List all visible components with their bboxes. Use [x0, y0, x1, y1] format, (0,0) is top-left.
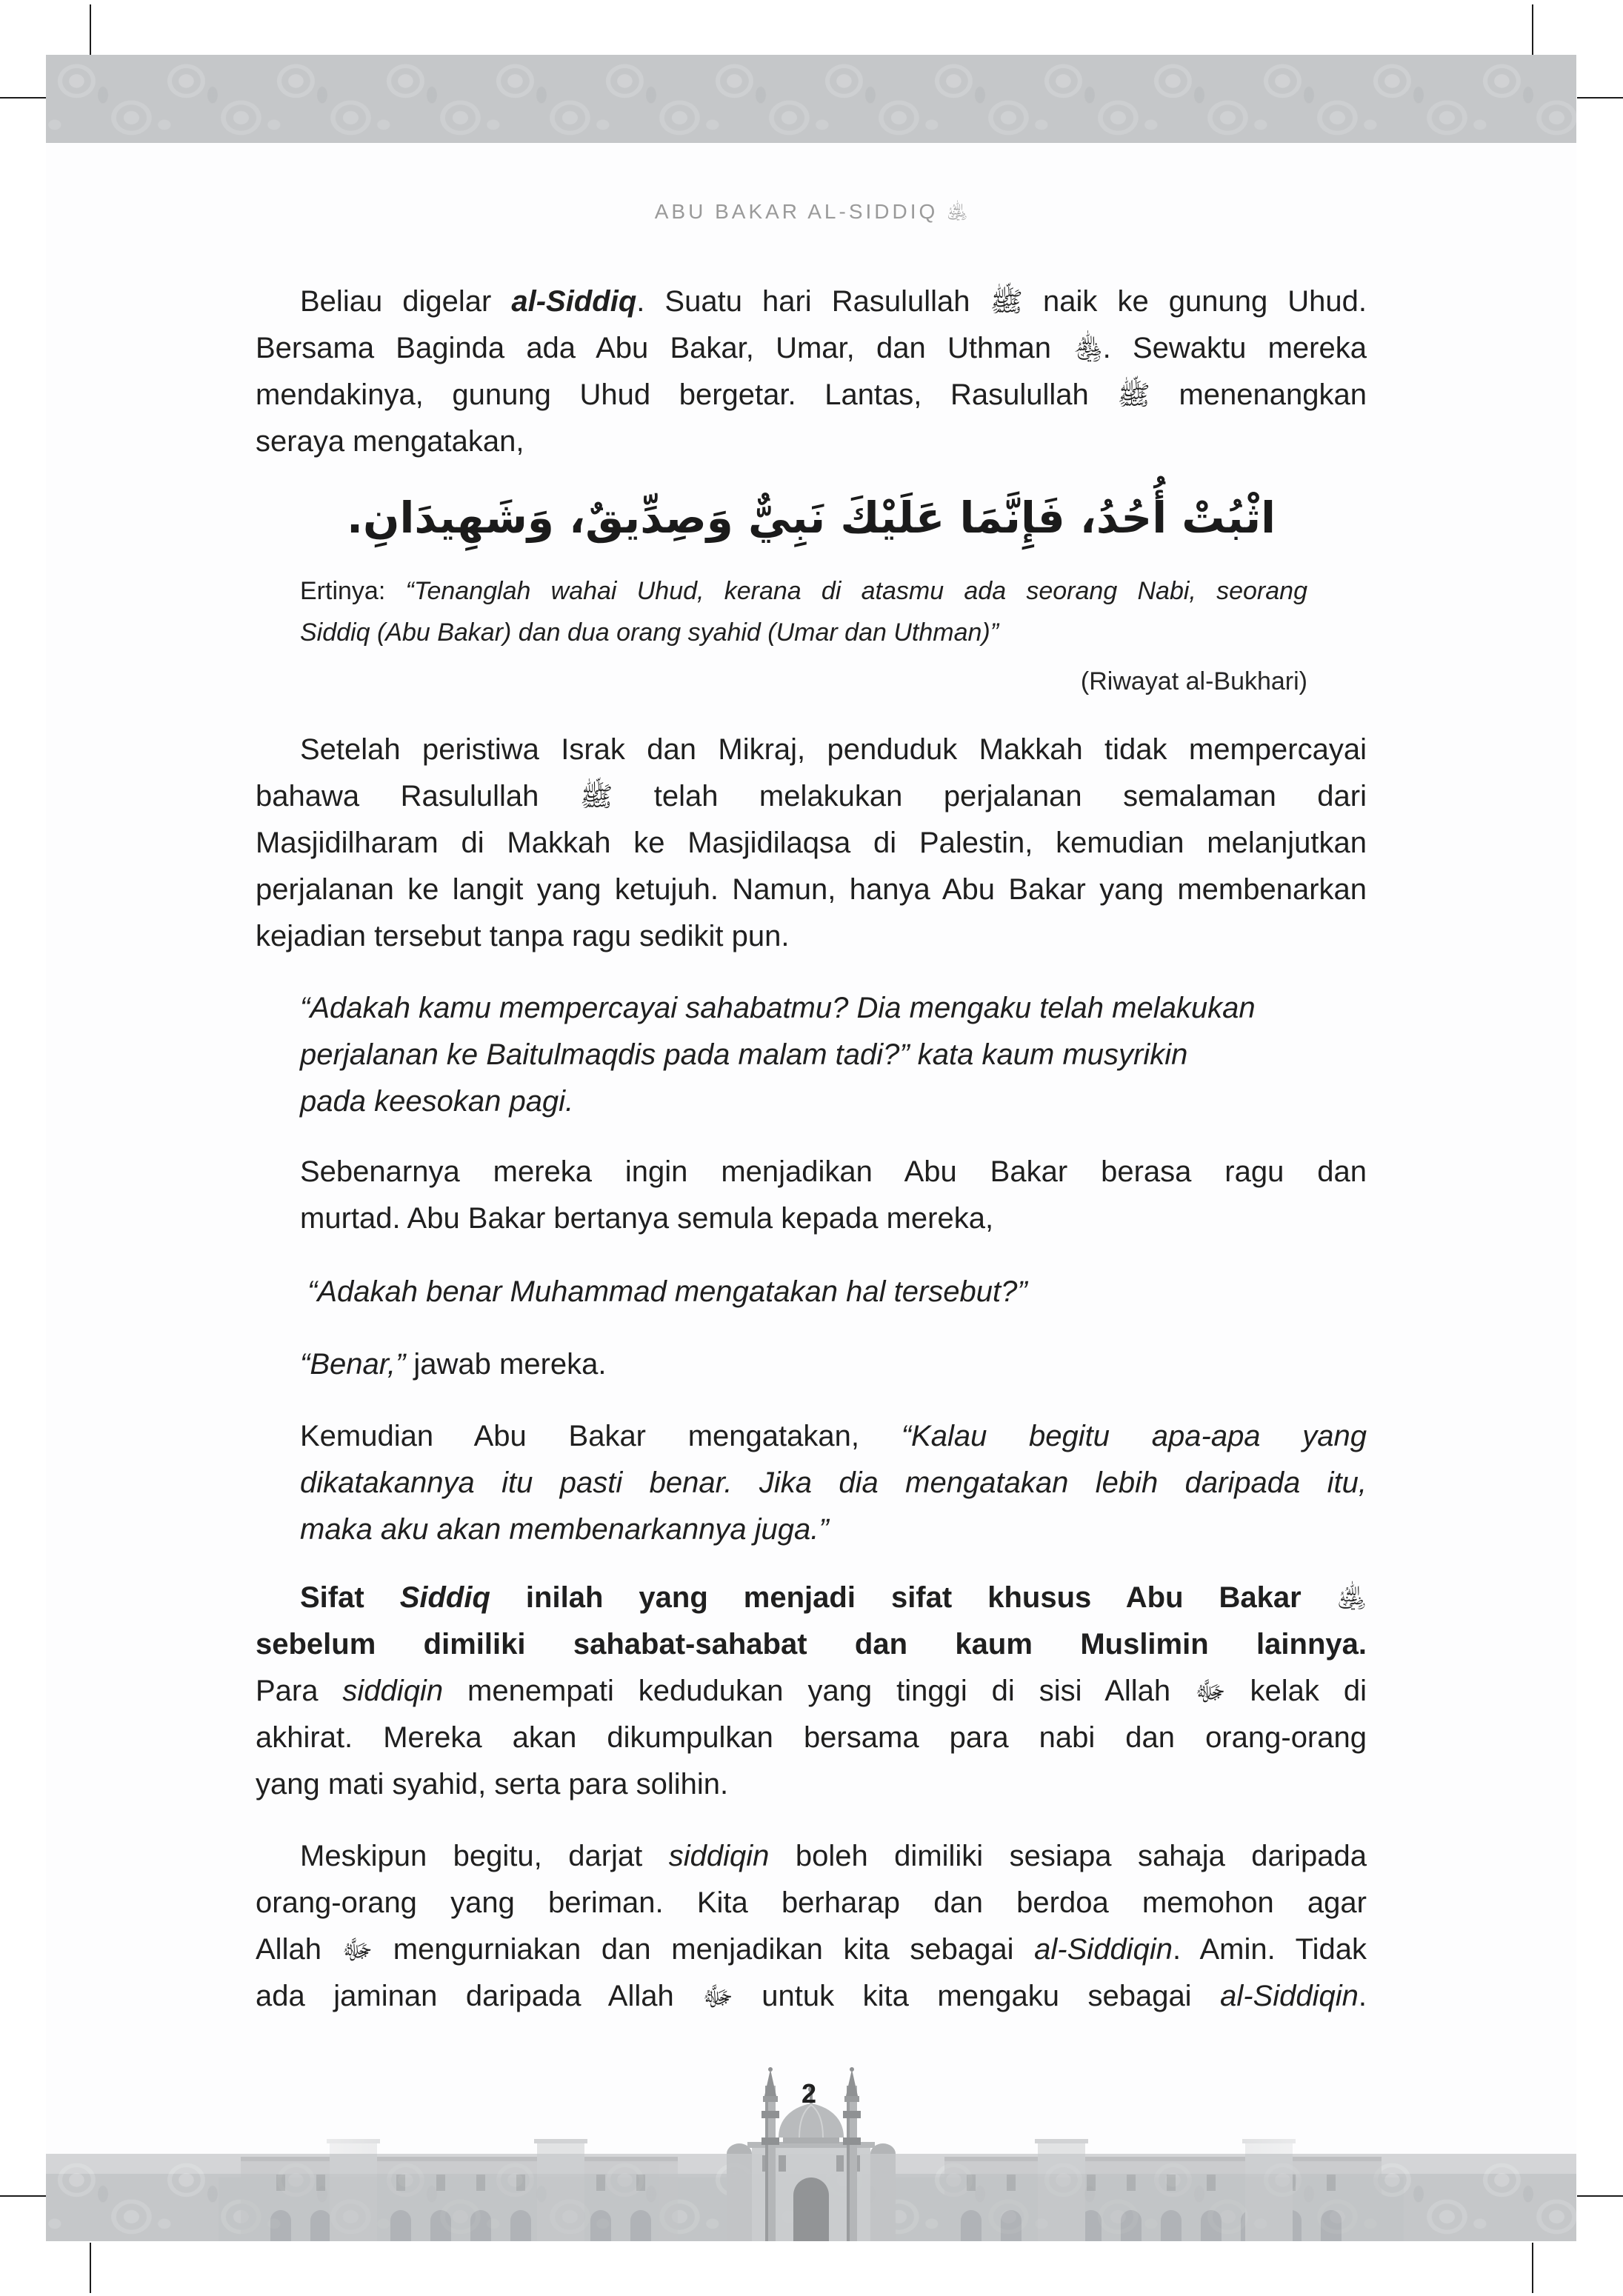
text-segment: “Benar,”: [300, 1348, 406, 1381]
text-segment: boleh dimiliki sesiapa sahaja daripada: [769, 1840, 1367, 1872]
text-line: [256, 372, 1367, 418]
text-segment: siddiqin: [668, 1840, 770, 1872]
quote-benar-reply: [300, 1341, 1296, 1388]
text-segment: .: [1358, 1980, 1367, 2012]
crop-mark-top-left-h: [0, 97, 46, 99]
text-segment: “Adakah benar Muhammad mengatakan hal tersebut?”: [307, 1275, 1027, 1308]
crop-mark-top-right-h: [1577, 97, 1623, 99]
text-segment: pada keesokan pagi.: [300, 1085, 574, 1118]
text-line: [300, 985, 1296, 1032]
honorific-mark: ﷻ: [341, 1934, 373, 1966]
hadith-arabic-text: اثْبُتْ أُحُدُ، فَإِنَّمَا عَلَيْكَ نَبِيٌّ وَصِدِّيقٌ، وَشَهِيدَانِ.: [346, 493, 1276, 543]
text-line: [256, 1926, 1367, 1973]
quote-musyrikin: [300, 985, 1296, 1125]
text-line: [300, 1078, 1296, 1125]
text-line: [256, 1973, 1367, 2020]
running-header: [256, 200, 1367, 228]
honorific-mark: ﷻ: [1195, 1675, 1226, 1707]
hadith-translation: [300, 570, 1307, 653]
text-line: [300, 1149, 1367, 1195]
text-segment: untuk kita mengaku sebagai: [733, 1980, 1221, 2012]
text-segment: perjalanan ke Baitulmaqdis pada malam tadi?” kata kaum musyrikin: [300, 1038, 1188, 1071]
text-segment: yang mati syahid, serta para solihin.: [256, 1768, 729, 1801]
text-segment: seraya mengatakan,: [256, 425, 524, 458]
text-segment: Para: [256, 1675, 343, 1707]
text-segment: telah melakukan perjalanan semalaman dari: [613, 780, 1367, 812]
text-line: [256, 1833, 1367, 1880]
crop-mark-bottom-right-v: [1532, 2243, 1533, 2293]
text-segment: bahawa Rasulullah: [256, 780, 580, 812]
text-line: [256, 1621, 1367, 1668]
text-line: [256, 1575, 1367, 1621]
text-segment: al-Siddiqin: [1220, 1980, 1359, 2012]
text-line: [300, 1413, 1367, 1460]
text-line: [256, 773, 1367, 820]
text-line: [256, 1715, 1367, 1761]
text-line: [256, 1761, 1367, 1808]
text-segment: naik ke gunung Uhud.: [1023, 285, 1367, 318]
text-line: [256, 867, 1367, 913]
text-segment: siddiqin: [342, 1675, 444, 1707]
text-line: [256, 913, 1367, 960]
text-segment: Kemudian Abu Bakar mengatakan,: [300, 1420, 902, 1452]
text-segment: kejadian tersebut tanpa ragu sedikit pun.: [256, 920, 790, 952]
paragraph-sifat-siddiq: [256, 1575, 1367, 1808]
text-segment: “Tenanglah wahai Uhud, kerana di atasmu ada seorang Nabi, seorang: [405, 577, 1307, 605]
text-segment: Sifat: [300, 1581, 400, 1614]
text-segment: al-Siddiq: [511, 285, 637, 318]
text-segment: maka aku akan membenarkannya juga.”: [300, 1513, 829, 1546]
text-line: [307, 1269, 1304, 1315]
honorific-mark: ﵃: [1073, 333, 1103, 364]
text-segment: “Kalau begitu apa-apa yang: [901, 1420, 1367, 1452]
text-segment: Allah: [256, 1933, 342, 1966]
text-line: [256, 820, 1367, 867]
honorific-mark: ﷺ: [1117, 379, 1150, 411]
text-line: [300, 1506, 1367, 1553]
paragraph-israk-mikraj: [256, 727, 1367, 960]
text-segment: Siddiq (Abu Bakar) dan dua orang syahid (Umar dan Uthman)”: [300, 618, 999, 647]
ornament-band-top: [46, 55, 1576, 143]
text-segment: akhirat. Mereka akan dikumpulkan bersama para nabi dan orang-orang: [256, 1721, 1367, 1754]
crop-mark-bottom-right-h: [1577, 2195, 1623, 2197]
text-line: [256, 418, 1367, 465]
text-line: [300, 1460, 1367, 1506]
text-segment: Sebenarnya mereka ingin menjadikan Abu Bakar berasa ragu dan: [300, 1155, 1367, 1188]
text-line: [256, 727, 1367, 773]
text-segment: . Suatu hari Rasulullah: [636, 285, 990, 318]
hadith-source: (Riwayat al-Bukhari): [1080, 667, 1307, 695]
paragraph-intro: [256, 278, 1367, 465]
text-line: [300, 570, 1307, 612]
text-segment: menenangkan: [1150, 378, 1367, 411]
paragraph-sebenarnya: [300, 1149, 1367, 1242]
text-segment: ada jaminan daripada Allah: [256, 1980, 703, 2012]
text-segment: sebelum dimiliki sahabat-sahabat dan kaum Muslimin lainnya.: [256, 1628, 1367, 1661]
quote-abu-bakar-question: [307, 1269, 1304, 1315]
text-line: [256, 325, 1367, 372]
honorific-mark: ﵁: [947, 201, 968, 224]
text-segment: al-Siddiqin: [1034, 1933, 1173, 1966]
running-header-title: ABU BAKAR AL-SIDDIQ: [654, 200, 939, 223]
text-segment: jawab mereka.: [405, 1348, 607, 1381]
text-segment: orang-orang yang beriman. Kita berharap dan berdoa memohon agar: [256, 1886, 1367, 1919]
text-line: [300, 1341, 1296, 1388]
crop-mark-bottom-left-h: [0, 2195, 46, 2197]
text-line: [300, 1032, 1296, 1078]
text-segment: perjalanan ke langit yang ketujuh. Namun, hanya Abu Bakar yang membenarkan: [256, 873, 1367, 906]
text-segment: . Amin. Tidak: [1172, 1933, 1367, 1966]
page-number: 2: [801, 2078, 817, 2109]
text-segment: Beliau digelar: [300, 285, 512, 318]
text-line: [300, 612, 1307, 653]
crop-mark-bottom-left-v: [90, 2243, 91, 2293]
text-segment: Masjidilharam di Makkah ke Masjidilaqsa di Palestin, kemudian melanjutkan: [256, 827, 1367, 859]
honorific-mark: ﷺ: [579, 781, 613, 812]
text-segment: mengurniakan dan menjadikan kita sebagai: [373, 1933, 1035, 1966]
text-segment: Ertinya:: [300, 577, 406, 605]
text-segment: murtad. Abu Bakar bertanya semula kepada mereka,: [300, 1202, 994, 1235]
crop-mark-top-left-v: [90, 4, 91, 55]
text-segment: mendakinya, gunung Uhud bergetar. Lantas, Rasulullah: [256, 378, 1118, 411]
text-line: [256, 278, 1367, 325]
text-segment: Siddiq: [399, 1581, 490, 1614]
text-line: [256, 1880, 1367, 1926]
crop-mark-top-right-v: [1532, 4, 1533, 55]
text-line: [256, 1668, 1367, 1715]
quote-abu-bakar-answer: [300, 1413, 1367, 1553]
text-segment: menempati kedudukan yang tinggi di sisi Allah: [443, 1675, 1196, 1707]
paragraph-meskipun: [256, 1833, 1367, 2020]
text-segment: Bersama Baginda ada Abu Bakar, Umar, dan Uthman: [256, 332, 1073, 364]
text-segment: dikatakannya itu pasti benar. Jika dia mengatakan lebih daripada itu,: [300, 1466, 1367, 1499]
honorific-mark: ﵁: [1336, 1582, 1367, 1614]
text-segment: Setelah peristiwa Israk dan Mikraj, penduduk Makkah tidak mempercayai: [300, 733, 1367, 766]
text-segment: kelak di: [1225, 1675, 1367, 1707]
honorific-mark: ﷺ: [990, 286, 1023, 318]
text-segment: . Sewaktu mereka: [1102, 332, 1367, 364]
honorific-mark: ﷻ: [702, 1980, 733, 2012]
text-segment: “Adakah kamu mempercayai sahabatmu? Dia mengaku telah melakukan: [300, 992, 1256, 1024]
text-segment: inilah yang menjadi sifat khusus Abu Bakar: [490, 1581, 1337, 1614]
text-line: [300, 1195, 1367, 1242]
text-segment: Meskipun begitu, darjat: [300, 1840, 669, 1872]
